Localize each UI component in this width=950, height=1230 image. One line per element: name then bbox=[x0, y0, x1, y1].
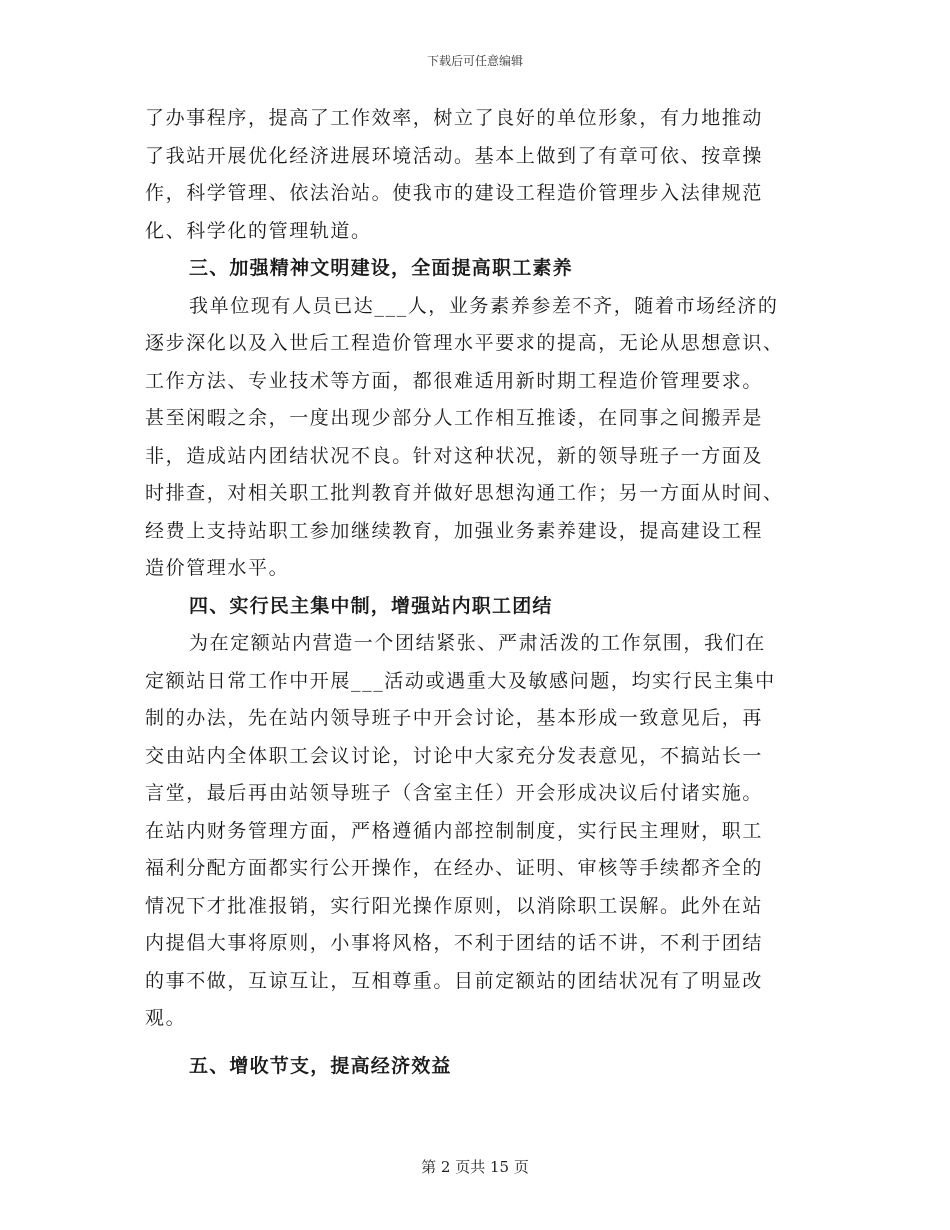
section-heading: 五、增收节支，提高经济效益 bbox=[189, 1054, 452, 1077]
paragraph-line: 逐步深化以及入世后工程造价管理水平要求的提高，无论从思想意识、 bbox=[145, 332, 784, 354]
paragraph-line: 言堂，最后再由站领导班子（含室主任）开会形成决议后付诸实施。 bbox=[145, 782, 764, 804]
paragraph-line: 在站内财务管理方面，严格遵循内部控制制度，实行民主理财，职工 bbox=[145, 819, 764, 842]
paragraph-line: 的事不做，互谅互让，互相尊重。目前定额站的团结状况有了明显改 bbox=[145, 969, 764, 992]
paragraph-line: 了办事程序，提高了工作效率，树立了良好的单位形象，有力地推动 bbox=[145, 107, 764, 129]
paragraph-line: 定额站日常工作中开展___活动或遇重大及敏感问题，均实行民主集中 bbox=[145, 669, 776, 692]
paragraph-line: 我单位现有人员已达___人，业务素养参差不齐，随着市场经济的 bbox=[189, 294, 779, 317]
section-heading: 四、实行民主集中制，增强站内职工团结 bbox=[189, 594, 553, 617]
paragraph-line: 工作方法、专业技术等方面，都很难适用新时期工程造价管理要求。 bbox=[145, 369, 764, 392]
paragraph-line: 时排查，对相关职工批判教育并做好思想沟通工作；另一方面从时间、 bbox=[145, 482, 784, 504]
paragraph-line: 造价管理水平。 bbox=[145, 557, 290, 579]
paragraph-line: 经费上支持站职工参加继续教育，加强业务素养建设，提高建设工程 bbox=[145, 519, 764, 542]
paragraph-line: 交由站内全体职工会议讨论，讨论中大家充分发表意见，不搞站长一 bbox=[145, 744, 764, 767]
paragraph-line: 化、科学化的管理轨道。 bbox=[145, 219, 372, 242]
paragraph-line: 甚至闲暇之余，一度出现少部分人工作相互推诿，在同事之间搬弄是 bbox=[145, 407, 764, 429]
paragraph-line: 作，科学管理、依法治站。使我市的建设工程造价管理步入法律规范 bbox=[145, 182, 764, 204]
page-footer: 第 2 页共 15 页 bbox=[421, 1158, 529, 1176]
paragraph-line: 情况下才批准报销，实行阳光操作原则，以消除职工误解。此外在站 bbox=[145, 894, 764, 917]
paragraph-line: 制的办法，先在站内领导班子中开会讨论，基本形成一致意见后，再 bbox=[145, 707, 764, 729]
paragraph-line: 为在定额站内营造一个团结紧张、严肃活泼的工作氛围，我们在 bbox=[189, 632, 766, 654]
page-header: 下载后可任意编辑 bbox=[426, 54, 523, 68]
paragraph-line: 了我站开展优化经济进展环境活动。基本上做到了有章可依、按章操 bbox=[145, 144, 764, 167]
section-heading: 三、加强精神文明建设，全面提高职工素养 bbox=[189, 257, 573, 279]
paragraph-line: 福利分配方面都实行公开操作，在经办、证明、审核等手续都齐全的 bbox=[145, 857, 764, 879]
paragraph-line: 内提倡大事将原则，小事将风格，不利于团结的话不讲，不利于团结 bbox=[145, 932, 764, 954]
document-body bbox=[145, 100, 807, 1085]
paragraph-line: 非，造成站内团结状况不良。针对这种状况，新的领导班子一方面及 bbox=[145, 444, 764, 467]
paragraph-line: 观。 bbox=[145, 1007, 187, 1029]
